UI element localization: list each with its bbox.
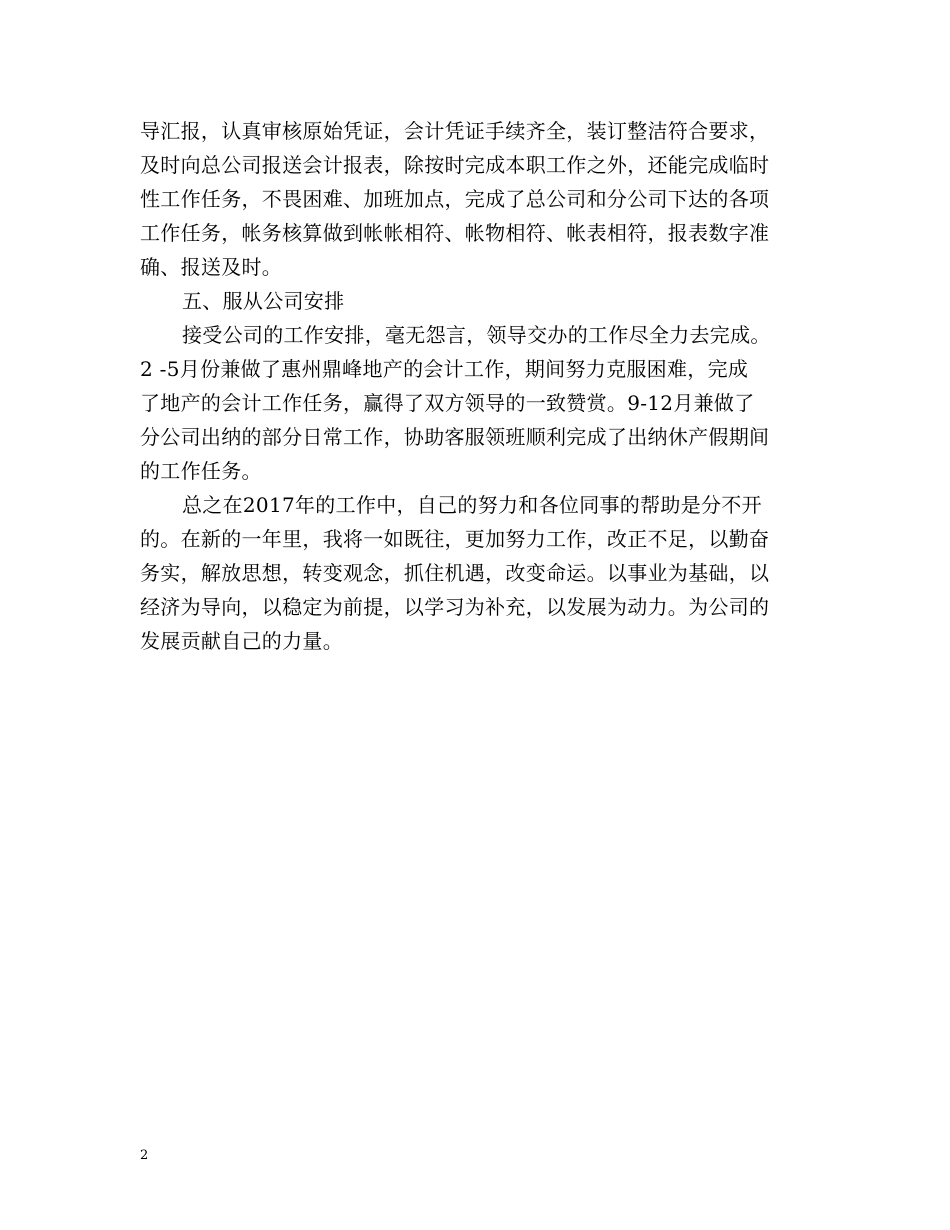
text-line: 2 -5月份兼做了惠州鼎峰地产的会计工作，期间努力克服困难，完成 [140,357,749,381]
paragraph-start-line: 总之在2017年的工作中，自己的努力和各位同事的帮助是分不开 [182,493,762,517]
text-line: 的工作任务。 [140,459,262,483]
text-line: 了地产的会计工作任务，赢得了双方领导的一致赞赏。9-12月兼做了 [140,391,755,415]
section-heading: 五、服从公司安排 [182,289,345,313]
text-line: 及时向总公司报送会计报表，除按时完成本职工作之外，还能完成临时 [140,153,770,177]
text-line: 性工作任务，不畏困难、加班加点，完成了总公司和分公司下达的各项 [140,187,770,211]
text-line: 的。在新的一年里，我将一如既往，更加努力工作，改正不足，以勤奋 [140,527,770,551]
body-text [140,114,830,658]
text-line: 发展贡献自己的力量。 [140,629,343,653]
text-line: 经济为导向，以稳定为前提，以学习为补充，以发展为动力。为公司的 [140,595,770,619]
text-line: 分公司出纳的部分日常工作，协助客服领班顺利完成了出纳休产假期间 [140,425,770,449]
paragraph-start-line: 接受公司的工作安排，毫无怨言，领导交办的工作尽全力去完成。 [182,323,771,347]
text-line: 确、报送及时。 [140,255,283,279]
text-line: 工作任务，帐务核算做到帐帐相符、帐物相符、帐表相符，报表数字准 [140,221,770,245]
page-number: 2 [140,1148,149,1163]
text-line: 务实，解放思想，转变观念，抓住机遇，改变命运。以事业为基础，以 [140,561,770,585]
text-line: 导汇报，认真审核原始凭证，会计凭证手续齐全，装订整洁符合要求， [140,119,770,143]
